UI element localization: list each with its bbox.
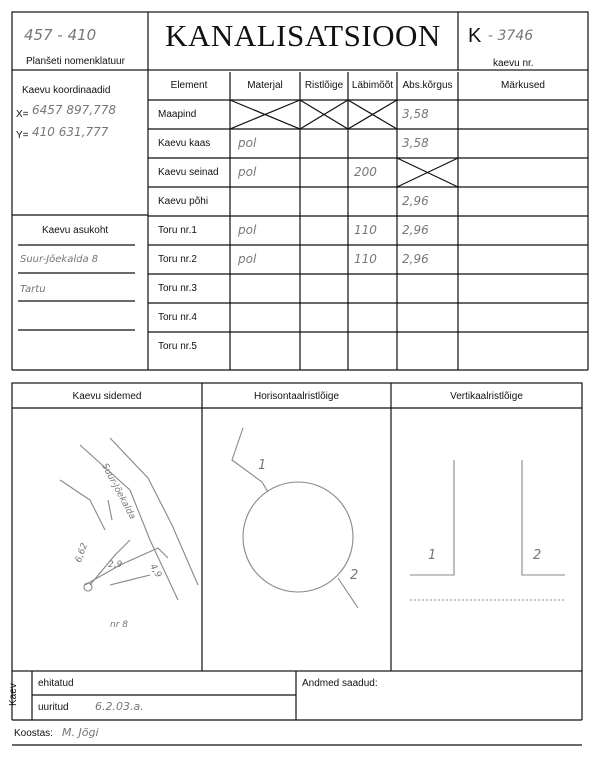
tie-line-3 <box>110 575 150 585</box>
table-cell-abs: 2,96 <box>402 194 429 208</box>
v-wall-right <box>522 460 565 575</box>
y-label: Y= <box>16 130 29 141</box>
mark-1 <box>108 500 112 520</box>
koostas-label: Koostas: <box>14 728 53 739</box>
v-pipe-2-label: 2 <box>533 548 542 563</box>
h-pipe-2-label: 2 <box>350 568 359 583</box>
well-label: kaevu nr. <box>493 58 534 69</box>
location-line-1: Suur-Jõekalda 8 <box>20 254 99 265</box>
table-cell-abs: 2,96 <box>402 252 429 266</box>
sketch-box <box>12 383 582 671</box>
table-cell-labimoot: 110 <box>354 252 377 266</box>
table-cell-materjal: pol <box>238 223 257 237</box>
page-title: KANALISATSIOON <box>165 18 441 53</box>
location-line-2: Tartu <box>20 284 46 295</box>
street-line-3 <box>60 480 105 530</box>
table-cell-materjal: pol <box>238 165 257 179</box>
table-cell-materjal: pol <box>238 252 257 266</box>
ehitatud-label: ehitatud <box>38 678 74 689</box>
tie-d: nr 8 <box>110 620 128 630</box>
tie-c: 4,9 <box>147 562 164 580</box>
table-cell-element: Toru nr.1 <box>158 225 197 236</box>
table-cell-abs: 3,58 <box>402 136 429 150</box>
andmed-label: Andmed saadud: <box>302 678 378 689</box>
table-cell-materjal: pol <box>238 136 257 150</box>
y-value: 410 631,777 <box>32 125 109 139</box>
x-value: 6457 897,778 <box>32 103 116 117</box>
table-cell-element: Kaevu põhi <box>158 196 209 207</box>
table-cell-labimoot: 110 <box>354 223 377 237</box>
coordinates-label: Kaevu koordinaadid <box>22 85 111 96</box>
well-prefix: K <box>468 25 482 47</box>
col-abs: Abs.kõrgus <box>402 80 453 91</box>
col-labimoot: Läbimõõt <box>351 80 394 91</box>
x-label: X= <box>16 109 29 120</box>
col-materjal: Materjal <box>247 80 283 91</box>
h-pipe-1-label: 1 <box>258 458 267 473</box>
table-cell-element: Toru nr.2 <box>158 254 197 265</box>
uuritud-value: 6.2.03.a. <box>95 700 144 713</box>
table-cell-element: Toru nr.5 <box>158 341 197 352</box>
tie-a: 6,62 <box>73 541 91 565</box>
sketch-col-1: Kaevu sidemed <box>72 391 142 402</box>
well-number: - 3746 <box>488 28 534 44</box>
sketch-col-3: Vertikaalristlõige <box>450 391 523 402</box>
table-cell-element: Toru nr.4 <box>158 312 197 323</box>
col-ristloige: Ristlõige <box>304 80 344 91</box>
table-cell-abs: 3,58 <box>402 107 429 121</box>
street-label: Suur-Jõekalda <box>99 462 137 522</box>
uuritud-label: uuritud <box>38 702 69 713</box>
sheet-label: Planšeti nomenklatuur <box>26 56 125 67</box>
col-markused: Märkused <box>501 80 545 91</box>
v-pipe-1-label: 1 <box>428 548 437 563</box>
col-element: Element <box>170 80 208 91</box>
kaev-label: Kaev <box>8 683 19 706</box>
well-symbol <box>84 583 92 591</box>
table-cell-labimoot: 200 <box>354 165 377 179</box>
tie-b: 2,9 <box>108 560 123 570</box>
well-circle <box>243 482 353 592</box>
table-cell-element: Toru nr.3 <box>158 283 197 294</box>
table-cell-element: Kaevu seinad <box>158 167 219 178</box>
table-cell-abs: 2,96 <box>402 223 429 237</box>
location-label: Kaevu asukoht <box>42 225 109 236</box>
koostas-signature: M. Jõgi <box>62 726 99 739</box>
table-cell-element: Kaevu kaas <box>158 138 211 149</box>
street-line-1 <box>80 445 178 600</box>
sketch-col-2: Horisontaalristlõige <box>253 391 340 402</box>
table-cell-element: Maapind <box>158 109 197 120</box>
sheet-number: 457 - 410 <box>24 26 97 44</box>
